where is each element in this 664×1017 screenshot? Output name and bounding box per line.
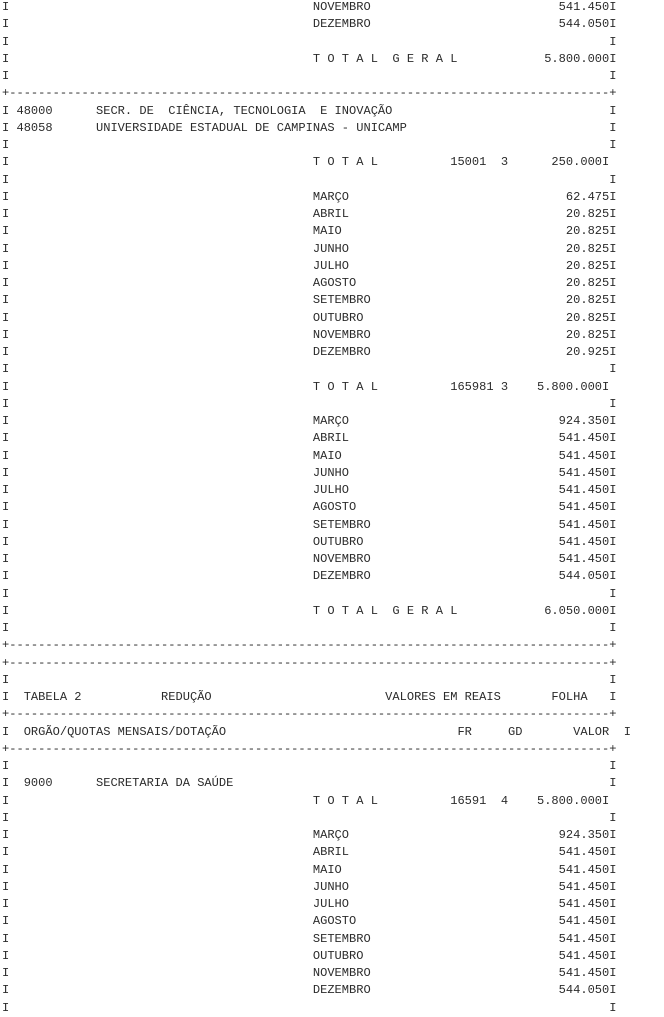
report-line: I MARÇO 924.350I bbox=[2, 414, 617, 428]
report-rule: +-----------------------------------------------------------------------------------+ bbox=[2, 638, 617, 653]
report-line: I I bbox=[2, 672, 617, 687]
report-line: I AGOSTO 541.450I bbox=[2, 500, 617, 515]
report-line: I I bbox=[2, 1000, 617, 1015]
report-line: I DEZEMBRO 544.050I bbox=[2, 569, 617, 584]
report-line: I DEZEMBRO 544.050I bbox=[2, 17, 617, 32]
report-line: I NOVEMBRO 541.450I bbox=[2, 552, 617, 566]
report-header-line: I TABELA 2 REDUÇÃO VALORES EM REAIS FOLHA I bbox=[2, 690, 617, 704]
report-line: I NOVEMBRO 20.825I bbox=[2, 327, 617, 342]
report-line: I I bbox=[2, 172, 617, 187]
report-line: I JUNHO 541.450I bbox=[2, 465, 617, 480]
report-line: I OUTUBRO 541.450I bbox=[2, 948, 617, 963]
report-line: I ABRIL 541.450I bbox=[2, 845, 617, 860]
report-line: I MARÇO 62.475I bbox=[2, 189, 617, 204]
report-line: I DEZEMBRO 20.925I bbox=[2, 345, 617, 359]
report-line: I JUNHO 20.825I bbox=[2, 241, 617, 256]
report-total-line: I T O T A L G E R A L 5.800.000I bbox=[2, 51, 617, 66]
report-line: I ABRIL 20.825I bbox=[2, 207, 617, 221]
report-line: I 48000 SECR. DE CIÊNCIA, TECNOLOGIA E INOVAÇÃO I bbox=[2, 103, 617, 118]
report-line: I OUTUBRO 20.825I bbox=[2, 310, 617, 325]
report-line: I 9000 SECRETARIA DA SAÚDE I bbox=[2, 776, 617, 791]
report-total-line: I T O T A L 15001 3 250.000I bbox=[2, 155, 610, 170]
report-header-line: I ORGÃO/QUOTAS MENSAIS/DOTAÇÃO FR GD VALOR I bbox=[2, 724, 631, 739]
report-total-line: I T O T A L G E R A L 6.050.000I bbox=[2, 603, 617, 618]
report-line: I 48058 UNIVERSIDADE ESTADUAL DE CAMPINAS - UNICAMP I bbox=[2, 120, 617, 135]
report-line: I I bbox=[2, 362, 617, 377]
report-line: I I bbox=[2, 759, 617, 773]
budget-report-printout bbox=[2, 0, 631, 1017]
report-line: I MAIO 20.825I bbox=[2, 224, 617, 239]
report-rule: +-----------------------------------------------------------------------------------+ bbox=[2, 86, 617, 101]
report-line: I I bbox=[2, 396, 617, 411]
report-line: I AGOSTO 541.450I bbox=[2, 914, 617, 929]
report-line: I SETEMBRO 20.825I bbox=[2, 293, 617, 308]
report-line: I I bbox=[2, 69, 617, 83]
report-line: I I bbox=[2, 34, 617, 49]
report-line: I JULHO 20.825I bbox=[2, 258, 617, 273]
report-rule: +-----------------------------------------------------------------------------------+ bbox=[2, 741, 617, 756]
report-line: I JULHO 541.450I bbox=[2, 897, 617, 911]
report-line: I MAIO 541.450I bbox=[2, 448, 617, 463]
report-line: I OUTUBRO 541.450I bbox=[2, 534, 617, 549]
report-line: I JULHO 541.450I bbox=[2, 483, 617, 497]
report-total-line: I T O T A L 165981 3 5.800.000I bbox=[2, 379, 610, 394]
report-line: I SETEMBRO 541.450I bbox=[2, 931, 617, 946]
report-line: I NOVEMBRO 541.450I bbox=[2, 966, 617, 980]
report-line: I I bbox=[2, 621, 617, 635]
report-total-line: I T O T A L 16591 4 5.800.000I bbox=[2, 793, 610, 808]
report-line: I I bbox=[2, 138, 617, 152]
report-line: I SETEMBRO 541.450I bbox=[2, 517, 617, 532]
report-line: I I bbox=[2, 586, 617, 601]
report-line: I I bbox=[2, 810, 617, 825]
report-line: I ABRIL 541.450I bbox=[2, 431, 617, 446]
report-line: I MARÇO 924.350I bbox=[2, 828, 617, 842]
report-rule: +-----------------------------------------------------------------------------------+ bbox=[2, 655, 617, 670]
report-line: I JUNHO 541.450I bbox=[2, 879, 617, 894]
report-rule: +-----------------------------------------------------------------------------------+ bbox=[2, 707, 617, 722]
report-line: I MAIO 541.450I bbox=[2, 862, 617, 877]
report-line: I NOVEMBRO 541.450I bbox=[2, 0, 617, 14]
report-line: I DEZEMBRO 544.050I bbox=[2, 983, 617, 998]
report-line: I AGOSTO 20.825I bbox=[2, 276, 617, 290]
